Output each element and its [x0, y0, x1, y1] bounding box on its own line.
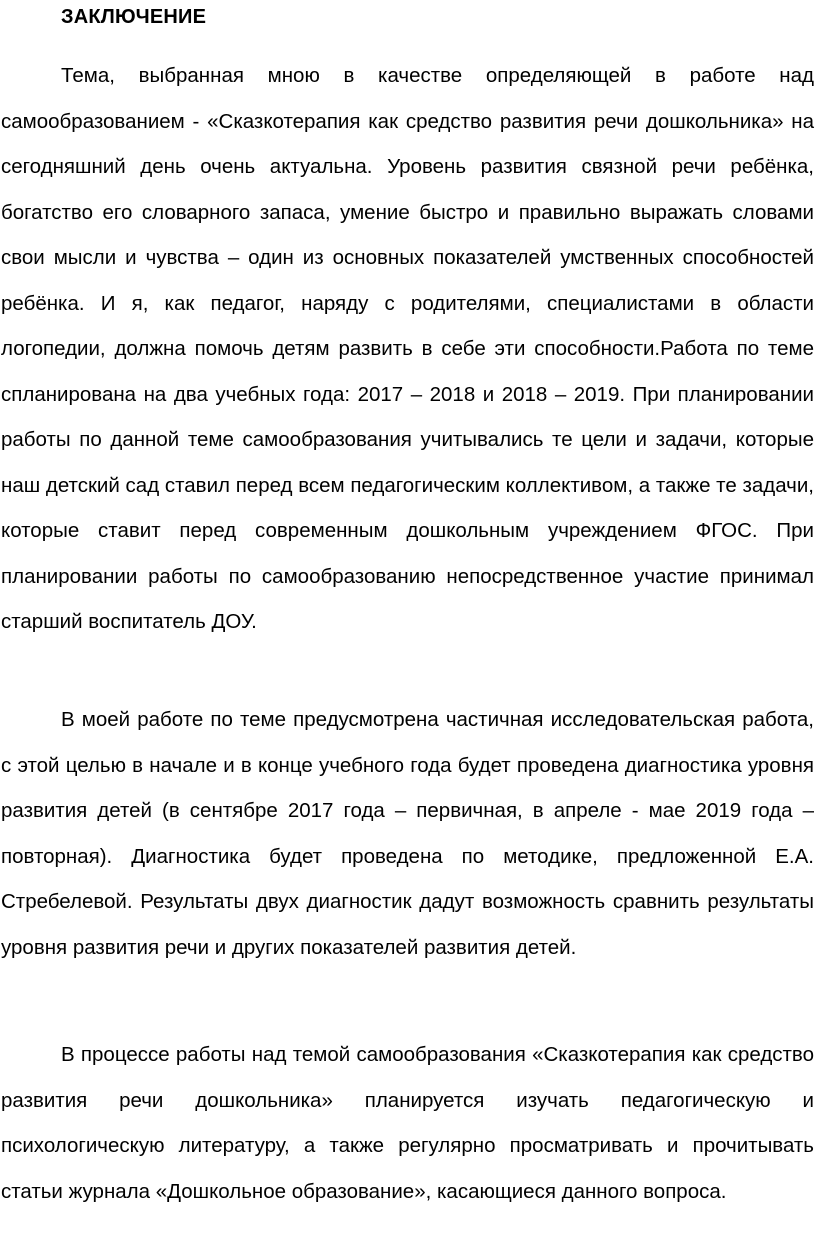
document-heading: ЗАКЛЮЧЕНИЕ	[61, 6, 207, 28]
paragraph-research: В моей работе по теме предусмотрена частичная исследовательская работа, с этой целью в начале и в конце учебного года будет проведена диагностика уровня развития детей (в сентябре 2017 года – первичная, в апреле - мае 2019 года – повторная). Диагностика будет проведена по методике, предложенной Е.А. Стребелевой. Результаты двух диагностик дадут возможность сравнить результаты уровня развития речи и других показателей развития детей.	[1, 708, 814, 959]
paragraph-literature: В процессе работы над темой самообразования «Сказкотерапия как средство развития речи дошкольника» планируется изучать педагогическую и психологическую литературу, а также регулярно просматривать и прочитывать статьи журнала «Дошкольное образование», касающиеся данного вопроса.	[1, 1043, 814, 1203]
paragraph-topic: Тема, выбранная мною в качестве определяющей в работе над самообразованием - «Сказкотерапия как средство развития речи дошкольника» на сегодняшний день очень актуальна. Уровень развития связной речи ребёнка, богатство его словарного запаса, умение быстро и правильно выражать словами свои мысли и чувства – один из основных показателей умственных способностей ребёнка. И я, как педагог, наряду с родителями, специалистами в области логопедии, должна помочь детям развить в себе эти способности.Работа по теме спланирована на два учебных года: 2017 – 2018 и 2018 – 2019. При планировании работы по данной теме самообразования учитывались те цели и задачи, которые наш детский сад ставил перед всем педагогическим коллективом, а также те задачи, которые ставит перед современным дошкольным учреждением ФГОС. При планировании работы по самообразованию непосредственное участие принимал старший воспитатель ДОУ.	[1, 64, 814, 633]
